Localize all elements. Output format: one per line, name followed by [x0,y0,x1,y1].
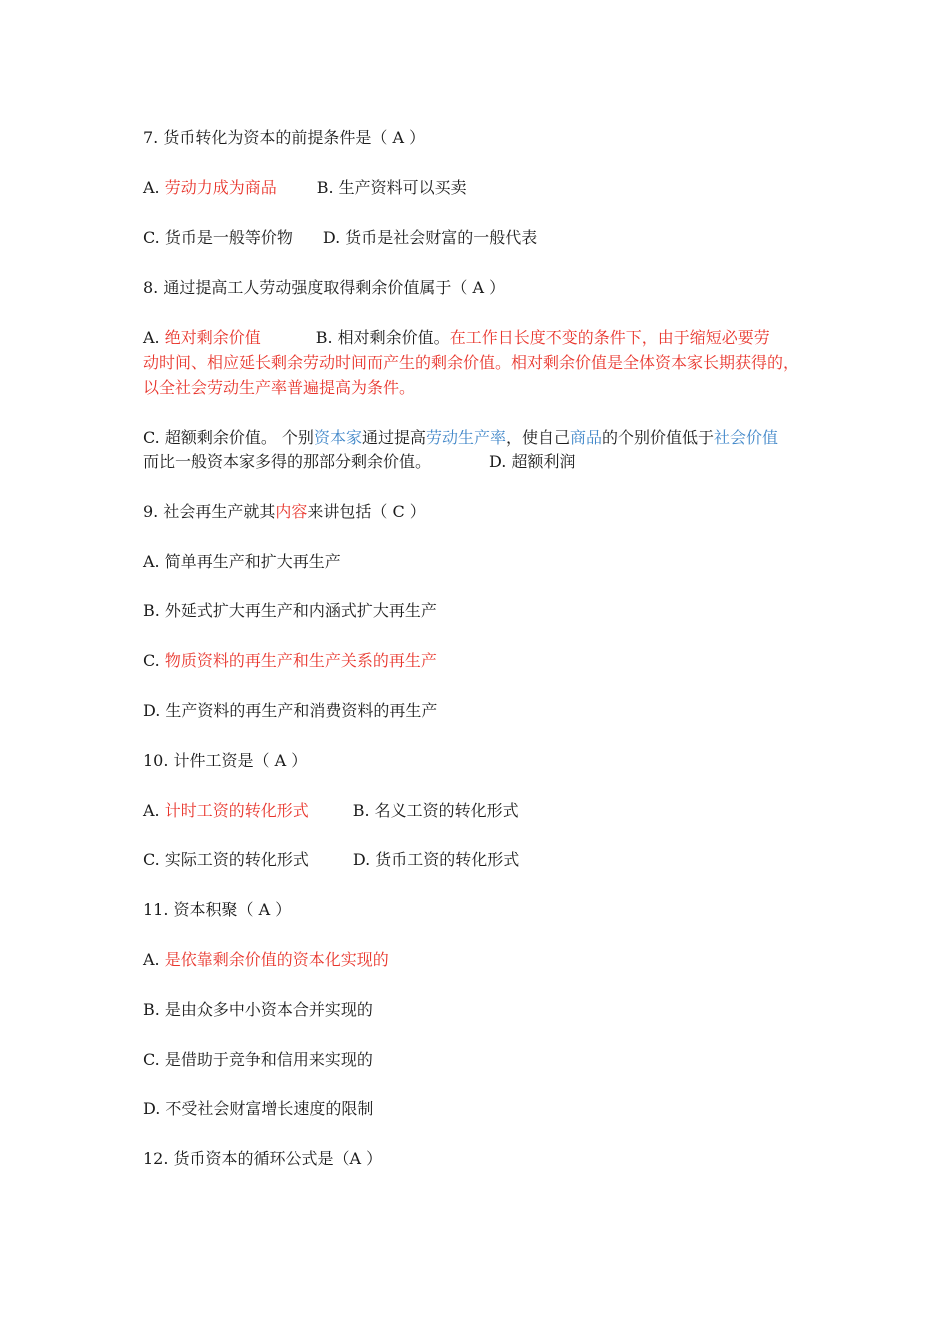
q8-c-link-commodity[interactable]: 商品 [570,428,603,447]
q8-option-c-line-1 [143,428,778,448]
q9-stem-keyword: 内容 [275,502,308,521]
q10-option-a-answer: 计时工资的转化形式 [164,801,309,820]
q11-option-a-prefix: A. [143,950,165,969]
q11-option-b: B. 是由众多中小资本合并实现的 [143,1000,373,1019]
q9-option-c-prefix: C. [143,651,165,670]
question-7-options-ab [143,178,467,198]
q7-option-a-prefix: A. [143,178,165,197]
question-7-stem: 7. 货币转化为资本的前提条件是（ A ） [143,128,426,147]
question-11-stem: 11. 资本积聚（ A ） [143,900,292,919]
q11-option-a-answer: 是依靠剩余价值的资本化实现的 [164,950,389,969]
q9-option-d: D. 生产资料的再生产和消费资料的再生产 [143,701,438,720]
question-10-stem: 10. 计件工资是（ A ） [143,751,308,770]
q9-option-b: B. 外延式扩大再生产和内涵式扩大再生产 [143,601,437,620]
q9-stem-2: 来讲包括（ C ） [307,502,426,521]
q7-option-d: D. 货币是社会财富的一般代表 [322,228,538,247]
question-10-options-cd [143,850,519,870]
q8-c-text-1: C. 超额剩余价值。 个别 [143,428,314,447]
q9-option-c-answer: 物质资料的再生产和生产关系的再生产 [164,651,437,670]
q7-option-a-answer: 劳动力成为商品 [164,178,277,197]
q11-option-d: D. 不受社会财富增长速度的限制 [143,1099,374,1118]
q7-option-c: C. 货币是一般等价物 [143,228,293,247]
q8-c-text-2: 通过提高 [361,428,426,447]
q8-c-text-4: 的个别价值低于 [602,428,715,447]
q11-option-c: C. 是借助于竞争和信用来实现的 [143,1050,373,1069]
q8-option-b-explanation-3: 以全社会劳动生产率普遍提高为条件。 [143,378,416,397]
q8-option-d: D. 超额利润 [489,452,576,471]
q8-option-b-label: B. 相对剩余价值。 [315,328,450,347]
question-9-stem [143,502,426,522]
q9-option-c [143,651,437,671]
question-7-options-cd [143,228,537,248]
q8-c-link-productivity[interactable]: 劳动生产率 [425,428,506,447]
q7-option-b: B. 生产资料可以买卖 [316,178,467,197]
q10-option-a-prefix: A. [143,801,165,820]
q8-option-c-line-2 [143,452,575,472]
q8-option-b-explanation-1: 在工作日长度不变的条件下，由于缩短必要劳 [449,328,770,347]
q10-option-b: B. 名义工资的转化形式 [352,801,519,820]
q10-option-c: C. 实际工资的转化形式 [143,850,309,869]
q10-option-d: D. 货币工资的转化形式 [352,850,520,869]
q8-option-a-prefix: A. [143,328,165,347]
q11-option-a [143,950,389,970]
q9-stem-1: 9. 社会再生产就其 [143,502,276,521]
q8-option-a-answer: 绝对剩余价值 [164,328,261,347]
q8-c-link-social-value[interactable]: 社会价值 [714,428,779,447]
q8-c-link-capitalist[interactable]: 资本家 [313,428,362,447]
q8-c-text-3: ，使自己 [505,428,570,447]
q9-option-a: A. 简单再生产和扩大再生产 [143,552,341,571]
question-12-stem: 12. 货币资本的循环公式是（A ） [143,1149,383,1168]
q8-option-b-explanation-2: 动时间、相应延长剩余劳动时间而产生的剩余价值。相对剩余价值是全体资本家长期获得的， [143,353,800,372]
question-10-options-ab [143,801,519,821]
question-8-stem: 8. 通过提高工人劳动强度取得剩余价值属于（ A ） [143,278,506,297]
question-8-options-ab [143,328,770,348]
q8-c-text-5: 而比一般资本家多得的那部分剩余价值。 [143,452,432,471]
